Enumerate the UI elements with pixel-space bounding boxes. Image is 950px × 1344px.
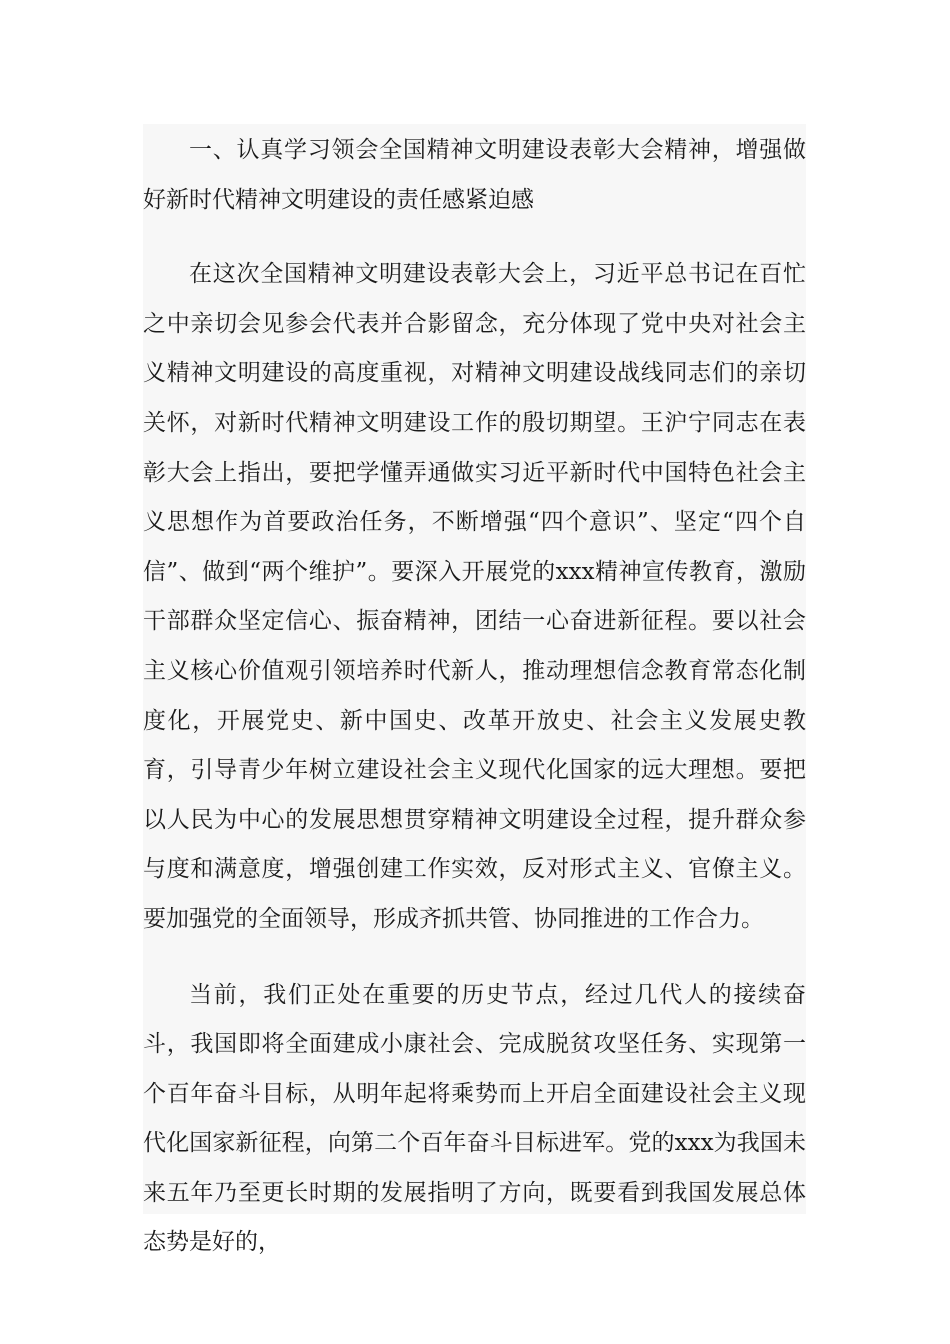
document-body <box>143 124 806 1256</box>
paragraph-2: 当前，我们正处在重要的历史节点，经过几代人的接续奋斗，我国即将全面建成小康社会、完成脱贫攻坚任务、实现第一个百年奋斗目标，从明年起将乘势而上开启全面建设社会主义现代化国家新征程，向第二个百年奋斗目标进军。党的xxx为我国未来五年乃至更长时期的发展指明了方向，既要看到我国发展总体态势是好的， <box>143 981 806 1256</box>
section-heading: 一、认真学习领会全国精神文明建设表彰大会精神，增强做好新时代精神文明建设的责任感紧迫感 <box>143 137 806 213</box>
paragraph-1: 在这次全国精神文明建设表彰大会上，习近平总书记在百忙之中亲切会见参会代表并合影留念，充分体现了党中央对社会主义精神文明建设的高度重视，对精神文明建设战线同志们的亲切关怀，对新时代精神文明建设工作的殷切期望。王沪宁同志在表彰大会上指出，要把学懂弄通做实习近平新时代中国特色社会主义思想作为首要政治任务，不断增强“四个意识”、坚定“四个自信”、做到“两个维护”。要深入开展党的xxx精神宣传教育，激励干部群众坚定信心、振奋精神，团结一心奋进新征程。要以社会主义核心价值观引领培养时代新人，推动理想信念教育常态化制度化，开展党史、新中国史、改革开放史、社会主义发展史教育，引导青少年树立建设社会主义现代化国家的远大理想。要把以人民为中心的发展思想贯穿精神文明建设全过程，提升群众参与度和满意度，增强创建工作实效，反对形式主义、官僚主义。要加强党的全面领导，形成齐抓共管、协同推进的工作合力。 <box>143 261 806 932</box>
